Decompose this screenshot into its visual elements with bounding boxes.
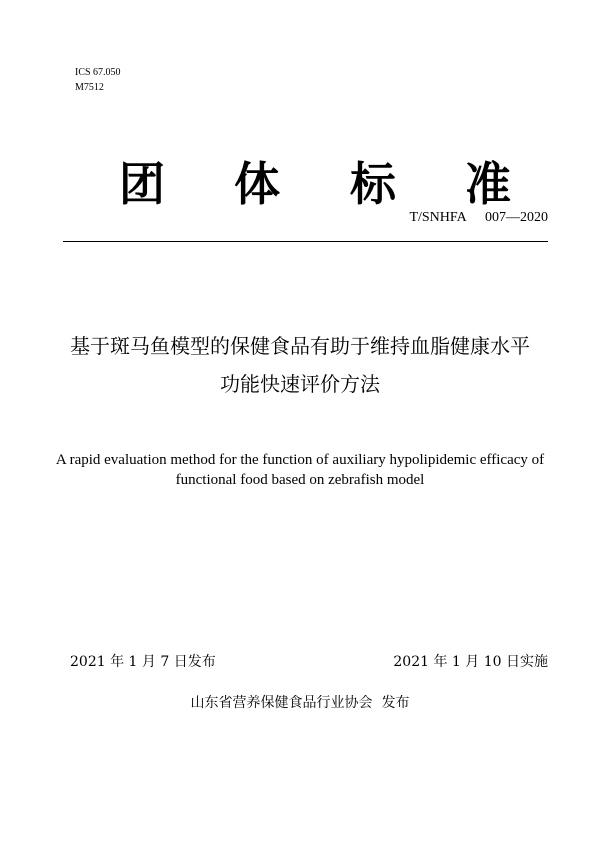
divider (63, 241, 548, 242)
standard-number: T/SNHFA 007—2020 (409, 210, 548, 225)
title-en-line2: functional food based on zebrafish model (175, 472, 425, 488)
header-char: 标 (350, 157, 396, 211)
ccs-code: M7512 (75, 82, 104, 93)
implement-date: 2021 年 1 月 10 日实施 (393, 654, 548, 670)
title-cn-line2: 功能快速评价方法 (220, 372, 380, 396)
ics-code: ICS 67.050 (75, 67, 121, 78)
header-char: 团 (119, 157, 165, 211)
header-char: 准 (465, 157, 511, 211)
header-char: 体 (234, 157, 280, 211)
publisher: 山东省营养保健食品行业协会 发布 (190, 695, 410, 711)
title-cn-line1: 基于斑马鱼模型的保健食品有助于维持血脂健康水平 (70, 334, 530, 358)
issue-date: 2021 年 1 月 7 日发布 (70, 654, 216, 670)
title-en-line1: A rapid evaluation method for the function of auxiliary hypolipidemic efficacy of (55, 452, 545, 468)
